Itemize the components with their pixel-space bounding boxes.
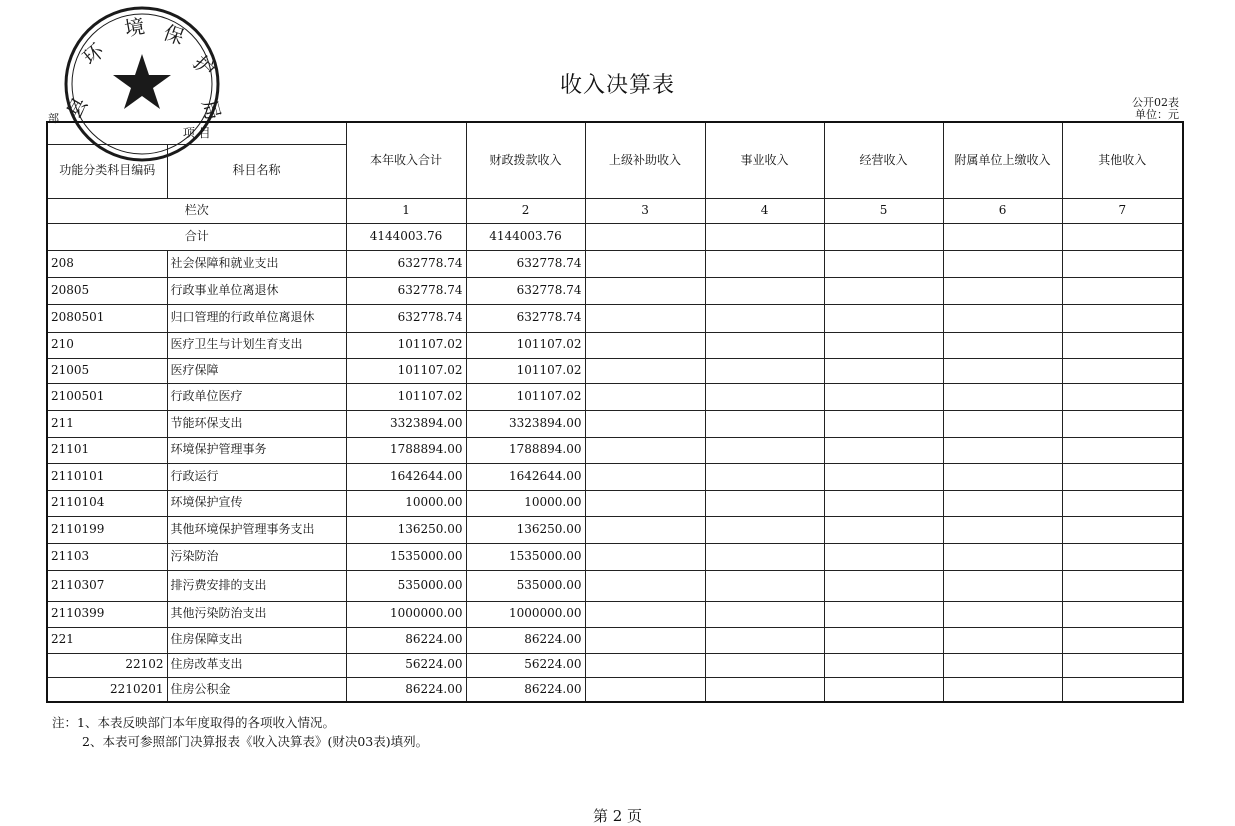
subject-code: 21101 <box>47 437 167 463</box>
empty-cell <box>705 490 824 516</box>
empty-cell <box>1062 304 1183 332</box>
svg-text:护: 护 <box>188 50 220 82</box>
fiscal-income: 1000000.00 <box>466 601 585 627</box>
empty-cell <box>705 332 824 358</box>
subject-name: 归口管理的行政单位离退休 <box>167 304 346 332</box>
svg-text:境: 境 <box>122 13 147 41</box>
subject-code: 2110399 <box>47 601 167 627</box>
empty-cell <box>705 437 824 463</box>
svg-text:局: 局 <box>197 97 226 123</box>
empty-cell <box>824 410 943 437</box>
subject-name: 污染防治 <box>167 543 346 570</box>
item-group-header: 项 目 <box>47 122 346 144</box>
empty-cell <box>943 304 1062 332</box>
empty-cell <box>585 543 705 570</box>
col-header-4: 事业收入 <box>705 122 824 198</box>
income-total: 101107.02 <box>346 383 466 410</box>
fiscal-income: 1642644.00 <box>466 463 585 490</box>
row-number-label: 栏次 <box>47 198 346 223</box>
subject-code: 2110199 <box>47 516 167 543</box>
svg-text:县: 县 <box>61 93 93 123</box>
department-label: 部 <box>48 112 59 125</box>
income-total: 3323894.00 <box>346 410 466 437</box>
empty-cell <box>585 437 705 463</box>
subject-name: 排污费安排的支出 <box>167 570 346 601</box>
col-num: 6 <box>943 198 1062 223</box>
subject-name: 其他污染防治支出 <box>167 601 346 627</box>
subject-code: 208 <box>47 250 167 277</box>
report-title: 收入决算表 <box>559 73 675 98</box>
empty-cell <box>824 570 943 601</box>
table-row <box>47 332 1183 358</box>
empty-cell <box>943 490 1062 516</box>
empty-cell <box>824 437 943 463</box>
empty-cell <box>585 627 705 653</box>
fiscal-income: 10000.00 <box>466 490 585 516</box>
empty-cell <box>943 277 1062 304</box>
empty-cell <box>943 410 1062 437</box>
empty-cell <box>585 277 705 304</box>
empty-cell <box>943 543 1062 570</box>
col-num: 2 <box>466 198 585 223</box>
empty-cell <box>824 358 943 383</box>
empty-cell <box>705 601 824 627</box>
fiscal-income: 632778.74 <box>466 277 585 304</box>
income-total: 56224.00 <box>346 653 466 677</box>
empty-cell <box>943 383 1062 410</box>
table-row <box>47 601 1183 627</box>
empty-cell <box>824 627 943 653</box>
empty-cell <box>824 516 943 543</box>
empty-cell <box>1062 570 1183 601</box>
subject-code: 20805 <box>47 277 167 304</box>
fiscal-income: 632778.74 <box>466 304 585 332</box>
table-row <box>47 437 1183 463</box>
col-header-1: 本年收入合计 <box>346 122 466 198</box>
subject-code: 2110101 <box>47 463 167 490</box>
empty-cell <box>1062 543 1183 570</box>
subject-name: 医疗卫生与计划生育支出 <box>167 332 346 358</box>
income-total: 101107.02 <box>346 332 466 358</box>
empty-cell <box>824 332 943 358</box>
empty-cell <box>705 250 824 277</box>
table-row <box>47 410 1183 437</box>
empty-cell <box>585 410 705 437</box>
code-col-header: 功能分类科目编码 <box>47 144 167 198</box>
empty-cell <box>1062 410 1183 437</box>
table-row <box>47 653 1183 677</box>
empty-cell <box>1062 383 1183 410</box>
empty-cell <box>824 677 943 702</box>
table-row <box>47 543 1183 570</box>
subject-code: 22102 <box>47 653 167 677</box>
subject-code: 2080501 <box>47 304 167 332</box>
fiscal-income: 3323894.00 <box>466 410 585 437</box>
subject-name: 住房公积金 <box>167 677 346 702</box>
fiscal-income: 101107.02 <box>466 332 585 358</box>
table-row <box>47 277 1183 304</box>
empty-cell <box>943 516 1062 543</box>
empty-cell <box>705 358 824 383</box>
income-total: 101107.02 <box>346 358 466 383</box>
subject-name: 行政运行 <box>167 463 346 490</box>
empty-cell <box>943 358 1062 383</box>
empty-cell <box>585 516 705 543</box>
income-total: 10000.00 <box>346 490 466 516</box>
empty-cell <box>705 383 824 410</box>
empty-cell <box>705 653 824 677</box>
income-total: 1000000.00 <box>346 601 466 627</box>
table-body <box>47 250 1183 702</box>
empty-cell <box>943 332 1062 358</box>
income-total: 632778.74 <box>346 277 466 304</box>
fiscal-income: 101107.02 <box>466 358 585 383</box>
empty-cell <box>824 653 943 677</box>
table-row <box>47 250 1183 277</box>
subject-code: 21103 <box>47 543 167 570</box>
table-row <box>47 463 1183 490</box>
empty-cell <box>585 570 705 601</box>
empty-cell <box>943 627 1062 653</box>
subject-code: 221 <box>47 627 167 653</box>
col-num: 5 <box>824 198 943 223</box>
empty-cell <box>705 304 824 332</box>
income-total: 1642644.00 <box>346 463 466 490</box>
empty-cell <box>1062 437 1183 463</box>
income-total: 136250.00 <box>346 516 466 543</box>
total-fiscal: 4144003.76 <box>466 223 585 250</box>
table-row <box>47 383 1183 410</box>
subject-code: 2110307 <box>47 570 167 601</box>
col-header-6: 附属单位上缴收入 <box>943 122 1062 198</box>
empty-cell <box>585 383 705 410</box>
income-total: 86224.00 <box>346 677 466 702</box>
subject-name: 环境保护管理事务 <box>167 437 346 463</box>
empty-cell <box>943 437 1062 463</box>
empty-cell <box>943 250 1062 277</box>
empty-cell <box>1062 516 1183 543</box>
empty-cell <box>824 304 943 332</box>
table-row <box>47 677 1183 702</box>
empty-cell <box>705 516 824 543</box>
unit-label: 单位：元 <box>1135 108 1179 121</box>
empty-cell <box>585 653 705 677</box>
empty-cell <box>824 383 943 410</box>
table-row <box>47 627 1183 653</box>
fiscal-income: 86224.00 <box>466 627 585 653</box>
empty-cell <box>1062 463 1183 490</box>
subject-name: 住房保障支出 <box>167 627 346 653</box>
empty-cell <box>705 677 824 702</box>
col-header-7: 其他收入 <box>1062 122 1183 198</box>
empty-cell <box>585 601 705 627</box>
table-row <box>47 358 1183 383</box>
income-total: 1535000.00 <box>346 543 466 570</box>
empty-cell <box>585 358 705 383</box>
empty-cell <box>943 570 1062 601</box>
svg-text:保: 保 <box>160 20 188 50</box>
empty-cell <box>705 277 824 304</box>
table-row <box>47 570 1183 601</box>
income-total: 632778.74 <box>346 304 466 332</box>
col-num: 1 <box>346 198 466 223</box>
empty-cell <box>943 463 1062 490</box>
empty-cell <box>585 250 705 277</box>
empty-cell <box>943 677 1062 702</box>
subject-name: 环境保护宣传 <box>167 490 346 516</box>
empty-cell <box>824 601 943 627</box>
empty-cell <box>1062 490 1183 516</box>
empty-cell <box>705 627 824 653</box>
fiscal-income: 1788894.00 <box>466 437 585 463</box>
empty-cell <box>585 463 705 490</box>
empty-cell <box>1062 627 1183 653</box>
table-row <box>47 490 1183 516</box>
empty-cell <box>824 543 943 570</box>
col-num: 7 <box>1062 198 1183 223</box>
empty-cell <box>705 570 824 601</box>
income-total: 86224.00 <box>346 627 466 653</box>
empty-cell <box>943 653 1062 677</box>
empty-cell <box>824 463 943 490</box>
subject-code: 2100501 <box>47 383 167 410</box>
name-col-header: 科目名称 <box>167 144 346 198</box>
empty-cell <box>1062 277 1183 304</box>
note-1: 注：1、本表反映部门本年度取得的各项收入情况。 <box>52 715 335 730</box>
subject-code: 211 <box>47 410 167 437</box>
page-number: 第 2 页 <box>592 807 643 825</box>
empty-cell <box>705 543 824 570</box>
col-num: 3 <box>585 198 705 223</box>
svg-text:环: 环 <box>77 38 109 70</box>
empty-cell <box>585 304 705 332</box>
subject-name: 住房改革支出 <box>167 653 346 677</box>
empty-cell <box>943 601 1062 627</box>
subject-name: 其他环境保护管理事务支出 <box>167 516 346 543</box>
empty-cell <box>824 277 943 304</box>
empty-cell <box>824 250 943 277</box>
col-header-2: 财政拨款收入 <box>466 122 585 198</box>
empty-cell <box>705 410 824 437</box>
subject-code: 2210201 <box>47 677 167 702</box>
empty-cell <box>705 463 824 490</box>
empty-cell <box>824 490 943 516</box>
subject-code: 2110104 <box>47 490 167 516</box>
col-header-5: 经营收入 <box>824 122 943 198</box>
fiscal-income: 1535000.00 <box>466 543 585 570</box>
fiscal-income: 86224.00 <box>466 677 585 702</box>
empty-cell <box>1062 250 1183 277</box>
empty-cell <box>1062 601 1183 627</box>
empty-cell <box>585 332 705 358</box>
income-total: 535000.00 <box>346 570 466 601</box>
subject-name: 节能环保支出 <box>167 410 346 437</box>
col-header-3: 上级补助收入 <box>585 122 705 198</box>
income-report-table <box>46 121 1184 703</box>
fiscal-income: 535000.00 <box>466 570 585 601</box>
table-row <box>47 516 1183 543</box>
notes <box>52 713 428 751</box>
total-label: 合计 <box>47 223 346 250</box>
total-sum: 4144003.76 <box>346 223 466 250</box>
income-total: 632778.74 <box>346 250 466 277</box>
note-2: 2、本表可参照部门决算报表《收入决算表》(财决03表)填列。 <box>82 734 429 749</box>
empty-cell <box>585 490 705 516</box>
subject-name: 医疗保障 <box>167 358 346 383</box>
fiscal-income: 101107.02 <box>466 383 585 410</box>
fiscal-income: 632778.74 <box>466 250 585 277</box>
subject-code: 21005 <box>47 358 167 383</box>
empty-cell <box>585 677 705 702</box>
col-num: 4 <box>705 198 824 223</box>
subject-name: 行政单位医疗 <box>167 383 346 410</box>
empty-cell <box>1062 358 1183 383</box>
fiscal-income: 136250.00 <box>466 516 585 543</box>
subject-name: 行政事业单位离退休 <box>167 277 346 304</box>
subject-code: 210 <box>47 332 167 358</box>
form-number: 公开02表 <box>1132 96 1179 109</box>
table-row <box>47 304 1183 332</box>
empty-cell <box>1062 332 1183 358</box>
income-total: 1788894.00 <box>346 437 466 463</box>
subject-name: 社会保障和就业支出 <box>167 250 346 277</box>
empty-cell <box>1062 653 1183 677</box>
fiscal-income: 56224.00 <box>466 653 585 677</box>
empty-cell <box>1062 677 1183 702</box>
